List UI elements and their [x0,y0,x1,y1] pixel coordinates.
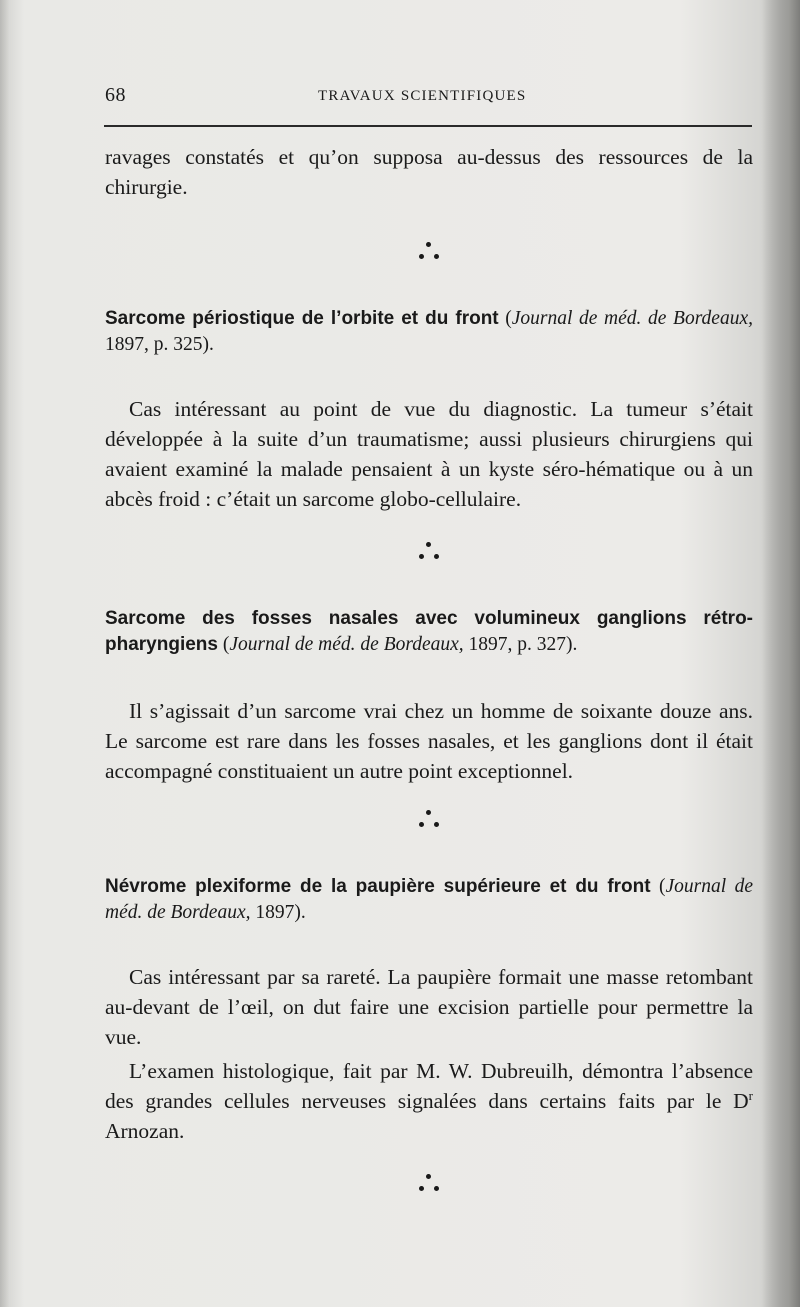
section-ref-details: 1897, p. 327). [463,634,578,655]
page-right-edge-shadow [762,0,800,1307]
asterism-separator [414,240,444,266]
section-paragraph: Cas intéressant au point de vue du diagnostic. La tumeur s’était développée à la suite d’un traumatisme; aussi plusieurs chirurgiens qui avaient examiné la malade pensaient à un kyste séro-hématique ou à un abcès froid : c’était un sarcome globo-cellulaire. [105,397,753,511]
section-ref-open: ( [498,308,512,329]
page-left-edge-shadow [0,0,10,1307]
asterism-dot [434,554,439,559]
section-paragraph: Il s’agissait d’un sarcome vrai chez un homme de soixante douze ans. Le sarcome est rare dans les fosses nasales, et les ganglions dont il était accompagné constituaient un autre point exceptionnel. [105,699,753,783]
asterism-dot [426,1174,431,1179]
running-title: TRAVAUX SCIENTIFIQUES [318,88,527,104]
page-body [105,142,753,1198]
section-title-plexiform-neuroma [105,874,753,926]
section-ref-open: ( [217,634,230,655]
section-title-bold: Sarcome des fosses nasales avec volumineux ganglions rétro-pharyngiens [105,608,753,655]
asterism-dot [426,542,431,547]
section-title-bold: Sarcome périostique de l’orbite et du front [105,308,499,329]
asterism-dot [419,254,424,259]
page-header [105,84,752,110]
asterism-dot [426,242,431,247]
asterism-dot [419,1186,424,1191]
section-ref-journal: Journal de méd. de Bordeaux, [105,876,753,923]
asterism-separator [414,540,444,566]
section-ref-details: 1897, p. 325). [105,334,214,355]
section-title-bold: Névrome plexiforme de la paupière supérieure et du front [105,876,651,897]
section-paragraph: Cas intéressant par sa rareté. La paupière formait une masse retombant au-devant de l’œil, on dut faire une excision partielle pour permettre la vue. [105,965,753,1049]
asterism-dot [434,1186,439,1191]
doctor-abbrev-superscript: r [748,1087,753,1103]
histology-text: L’examen histologique, fait par M. W. Dubreuilh, démontra l’absence des grandes cellules nerveuses signalées dans certains faits par le D [105,1059,753,1113]
header-rule [104,125,752,127]
histology-text-end: Arnozan. [105,1119,185,1143]
asterism-dot [426,810,431,815]
asterism-separator [414,808,444,834]
page-number: 68 [105,84,126,106]
section-ref-details: 1897). [250,902,306,923]
asterism-dot [434,254,439,259]
asterism-separator [414,1172,444,1198]
section-ref-journal: Journal de méd. de Bordeaux, [511,308,753,329]
asterism-dot [419,554,424,559]
intro-paragraph: ravages constatés et qu’on supposa au-dessus des ressources de la chirurgie. [105,145,753,199]
section-title-orbit-sarcoma [105,306,753,358]
asterism-dot [419,822,424,827]
section-title-nasal-sarcoma [105,606,753,658]
section-ref-journal: Journal de méd. de Bordeaux, [229,634,464,655]
asterism-dot [434,822,439,827]
section-ref-open: ( [650,876,666,897]
section-paragraph-histology [105,1056,753,1146]
